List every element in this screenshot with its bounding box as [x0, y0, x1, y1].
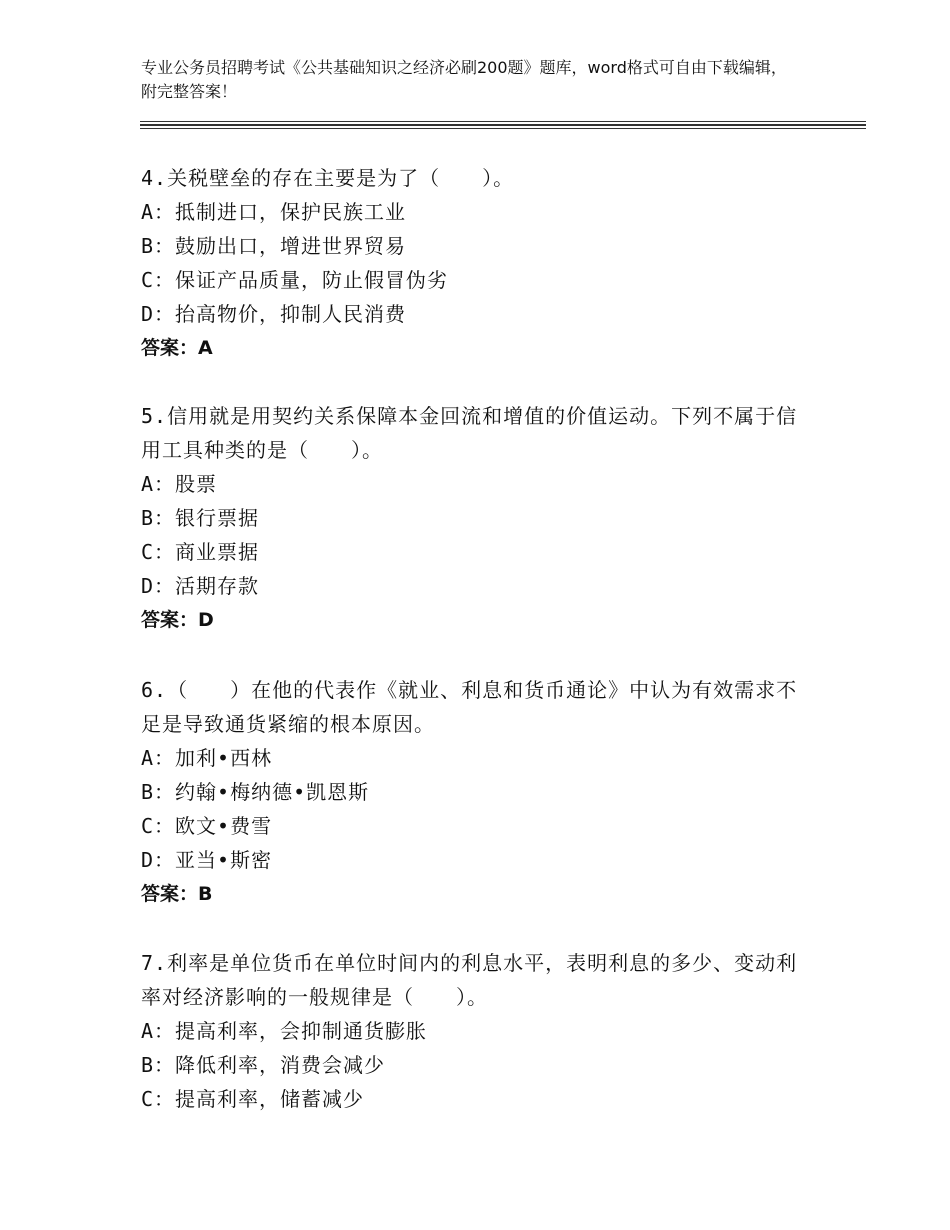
option-b: B：降低利率，消费会减少: [141, 1053, 386, 1077]
option-a: A：股票: [141, 472, 218, 496]
header-rule: [140, 124, 866, 126]
question-stem: 6.（ ）在他的代表作《就业、利息和货币通论》中认为有效需求不足是导致通货紧缩的根本原因。: [141, 678, 798, 736]
option-c: C：商业票据: [141, 540, 260, 564]
question-stem: 5.信用就是用契约关系保障本金回流和增值的价值运动。下列不属于信用工具种类的是（ ）。: [141, 404, 798, 462]
document-header: 专业公务员招聘考试《公共基础知识之经济必刷200题》题库，word格式可自由下载编辑，附完整答案！: [141, 58, 787, 101]
answer-line: 答案：A: [141, 337, 213, 359]
answer-line: 答案：B: [141, 883, 213, 905]
question-stem: 4.关税壁垒的存在主要是为了（ ）。: [141, 166, 515, 190]
header-rule: [140, 121, 866, 122]
question-5: [141, 399, 811, 637]
question-6: [141, 673, 811, 911]
option-c: C：欧文•费雪: [141, 814, 273, 838]
option-d: D：抬高物价，抑制人民消费: [141, 302, 407, 326]
option-b: B：鼓励出口，增进世界贸易: [141, 234, 407, 258]
question-7: [141, 946, 811, 1116]
option-a: A：加利•西林: [141, 746, 273, 770]
option-a: A：抵制进口，保护民族工业: [141, 200, 407, 224]
option-d: D：亚当•斯密: [141, 848, 273, 872]
option-b: B：银行票据: [141, 506, 260, 530]
option-a: A：提高利率，会抑制通货膨胀: [141, 1019, 428, 1043]
answer-line: 答案：D: [141, 609, 214, 631]
option-c: C：保证产品质量，防止假冒伪劣: [141, 268, 449, 292]
header-rule: [140, 128, 866, 129]
option-d: D：活期存款: [141, 574, 260, 598]
question-stem: 7.利率是单位货币在单位时间内的利息水平，表明利息的多少、变动利率对经济影响的一般规律是（ ）。: [141, 951, 798, 1009]
option-b: B：约翰•梅纳德•凯恩斯: [141, 780, 370, 804]
question-4: [141, 161, 811, 365]
option-c: C：提高利率，储蓄减少: [141, 1087, 365, 1111]
